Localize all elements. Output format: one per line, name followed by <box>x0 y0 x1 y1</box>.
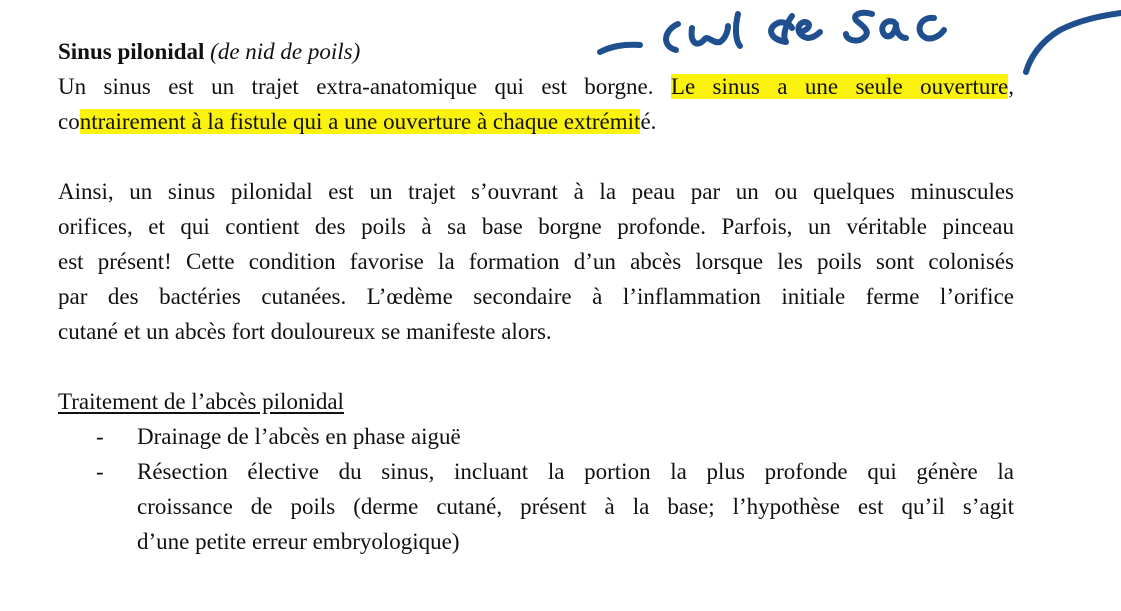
para1-line2-end: é. <box>640 109 657 134</box>
section-title: Traitement de l’abcès pilonidal <box>58 389 344 414</box>
treatment-section <box>58 384 1014 559</box>
ink-stroke <box>1026 13 1121 72</box>
list-item-line: croissance de poils (derme cutané, présent à la base; l’hypothèse est qu’il s’agit <box>137 494 1014 519</box>
para2-line: par des bactéries cutanées. L’œdème secondaire à l’inflammation initiale ferme l’orifice <box>58 284 1014 309</box>
para1-highlight-2: ntrairement à la fistule qui a une ouverture à chaque extrémit <box>79 109 641 134</box>
para1-line1 <box>58 69 1014 104</box>
bullet-dash: - <box>96 424 104 449</box>
title-bold: Sinus pilonidal <box>58 39 205 64</box>
list-item-line: Résection élective du sinus, incluant la portion la plus profonde qui génère la <box>137 459 1014 484</box>
list-item-line: d’une petite erreur embryologique) <box>137 529 460 554</box>
list-item-line: Drainage de l’abcès en phase aiguë <box>137 424 461 449</box>
paragraph-2 <box>58 174 1014 349</box>
para1-highlight-1: Le sinus a une seule ouverture <box>670 74 1009 99</box>
title-italic: (de nid de poils) <box>210 39 361 64</box>
para1-line1-end: , <box>1008 74 1014 99</box>
para2-line: est présent! Cette condition favorise la formation d’un abcès lorsque les poils sont colonisés <box>58 249 1014 274</box>
document-page <box>58 34 1014 559</box>
para1-line2-start: co <box>58 109 80 134</box>
bullet-dash: - <box>96 459 104 484</box>
document-title <box>58 34 1014 69</box>
para1-line1-plain: Un sinus est un trajet extra-anatomique qui est borgne. <box>58 74 654 99</box>
list-item <box>58 454 1014 559</box>
treatment-list <box>58 419 1014 559</box>
para1-line2 <box>58 104 1014 139</box>
para2-line: cutané et un abcès fort douloureux se manifeste alors. <box>58 319 552 344</box>
para2-line: orifices, et qui contient des poils à sa base borgne profonde. Parfois, un véritable pinceau <box>58 214 1014 239</box>
list-item <box>58 419 1014 454</box>
para2-line: Ainsi, un sinus pilonidal est un trajet s’ouvrant à la peau par un ou quelques minuscules <box>58 179 1014 204</box>
